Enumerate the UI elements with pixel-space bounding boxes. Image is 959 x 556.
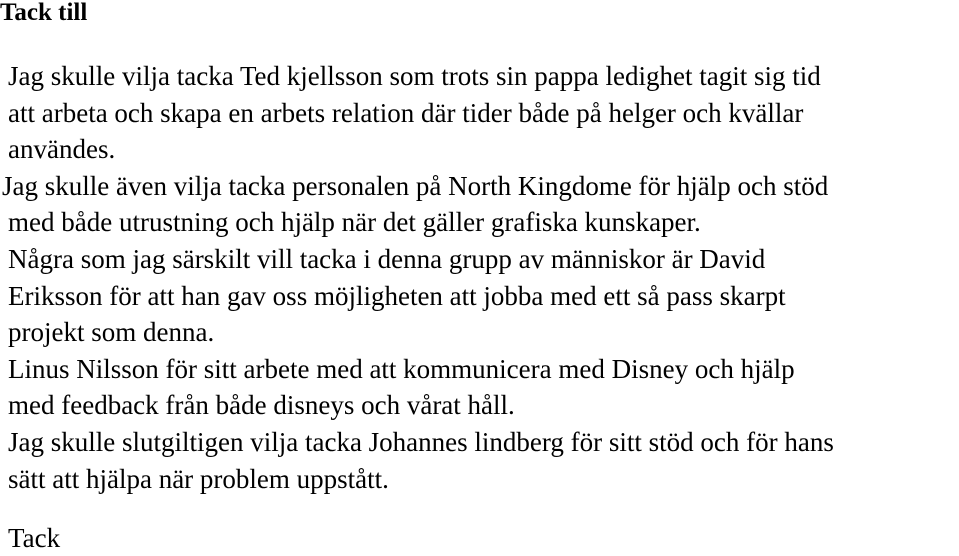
- text-line: med både utrustning och hjälp när det gäller grafiska kunskaper.: [8, 207, 701, 238]
- text-line: Jag skulle vilja tacka Ted kjellsson som trots sin pappa ledighet tagit sig tid: [8, 61, 821, 91]
- acknowledgement-body: [2, 58, 959, 497]
- text-line: Linus Nilsson för sitt arbete med att kommunicera med Disney och hjälp: [8, 353, 795, 384]
- text-line: Jag skulle slutgiltigen vilja tacka Johannes lindberg för sitt stöd och för hans: [8, 426, 834, 457]
- text-line: Några som jag särskilt vill tacka i denna grupp av människor är David: [8, 243, 766, 274]
- text-line: Jag skulle även vilja tacka personalen på North Kingdome för hjälp och stöd: [2, 170, 829, 201]
- text-line: med feedback från både disneys och vårat håll.: [8, 390, 515, 421]
- page-title: Tack till: [0, 0, 88, 26]
- text-line: projekt som denna.: [8, 317, 215, 348]
- text-line: Eriksson för att han gav oss möjligheten att jobba med ett så pass skarpt: [8, 280, 786, 311]
- text-line: sätt att hjälpa när problem uppstått.: [8, 463, 389, 494]
- text-line: att arbeta och skapa en arbets relation där tider både på helger och kvällar: [8, 97, 804, 128]
- text-line: användes.: [8, 134, 116, 165]
- signoff: Tack: [8, 523, 61, 553]
